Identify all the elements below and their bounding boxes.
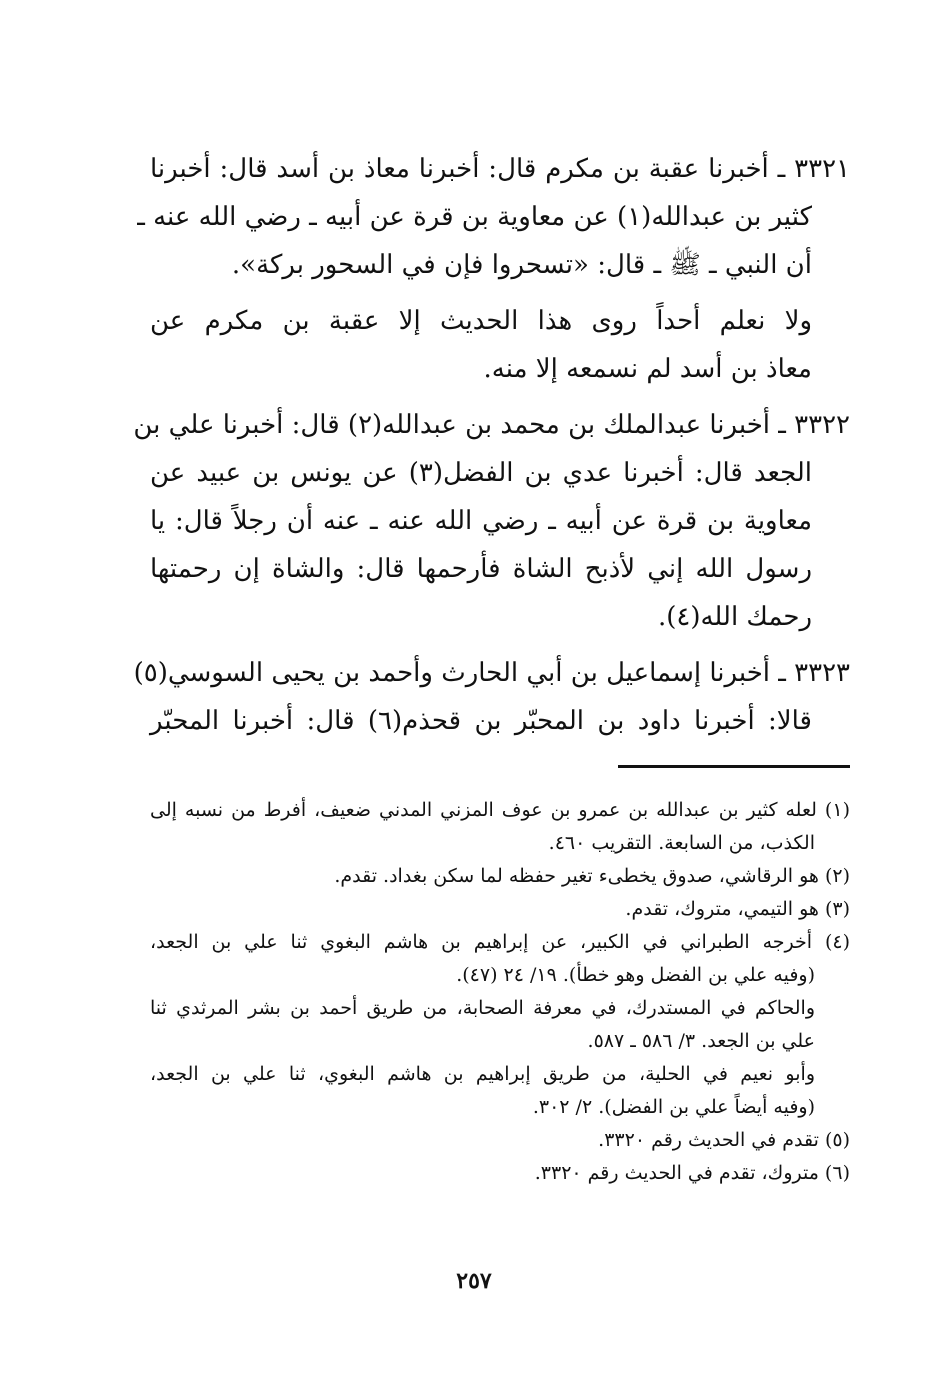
footnote-4: (٤) أخرجه الطبراني في الكبير، عن إبراهيم بن هاشم البغوي ثنا علي بن الجعد، bbox=[150, 931, 850, 953]
footnote-4-cont: علي بن الجعد. ٣/ ٥٨٦ ـ ٥٨٧. bbox=[587, 1030, 815, 1052]
text-line: الجعد قال: أخبرنا عدي بن الفضل(٣) عن يونس بن عبيد عن bbox=[150, 458, 813, 488]
page-number: ٢٥٧ bbox=[456, 1268, 492, 1294]
footnote-1-cont: الكذب، من السابعة. التقريب ٤٦٠. bbox=[548, 832, 815, 854]
footnote-4-cont: وأبو نعيم في الحلية، من طريق إبراهيم بن هاشم البغوي، ثنا علي بن الجعد، bbox=[150, 1063, 815, 1085]
footnote-6: (٦) متروك، تقدم في الحديث رقم ٣٣٢٠. bbox=[534, 1162, 850, 1184]
text-line: معاوية بن قرة عن أبيه ـ رضي الله عنه ـ عنه أن رجلاً قال: يا bbox=[150, 506, 812, 536]
footnotes bbox=[150, 794, 850, 1190]
text-line: كثير بن عبدالله(١) عن معاوية بن قرة عن أبيه ـ رضي الله عنه ـ bbox=[137, 202, 812, 232]
footnote-3: (٣) هو التيمي، متروك، تقدم. bbox=[625, 898, 850, 920]
text-line: أن النبي ـ ﷺ ـ قال: «تسحروا فإن في السحور بركة». bbox=[231, 250, 812, 280]
text-line: رسول الله إني لأذبح الشاة فأرحمها قال: والشاة إن رحمتها bbox=[150, 554, 812, 584]
text-line: رحمك الله(٤). bbox=[657, 602, 812, 632]
hadith-3321 bbox=[137, 145, 850, 393]
text-line: ٣٣٢٢ ـ أخبرنا عبدالملك بن محمد بن عبدالله(٢) قال: أخبرنا علي بن bbox=[133, 410, 850, 440]
commentary-line: معاذ بن أسد لم نسمعه إلا منه. bbox=[483, 354, 812, 384]
footnote-separator bbox=[618, 765, 850, 768]
text-line: قالا: أخبرنا داود بن المحبّر بن قحذم(٦) قال: أخبرنا المحبّر bbox=[150, 706, 812, 736]
footnote-1: (١) لعله كثير بن عبدالله بن عمرو بن عوف المزني المدني ضعيف، أفرط من نسبه إلى bbox=[150, 799, 850, 821]
footnote-4-cont: (وفيه علي بن الفضل وهو خطأ). ١٩/ ٢٤ (٤٧). bbox=[456, 964, 815, 986]
footnote-5: (٥) تقدم في الحديث رقم ٣٣٢٠. bbox=[598, 1129, 850, 1151]
footnote-4-cont: والحاكم في المستدرك، في معرفة الصحابة، من طريق أحمد بن بشر المرثدي ثنا bbox=[150, 997, 815, 1019]
commentary-line: ولا نعلم أحداً روى هذا الحديث إلا عقبة بن مكرم عن bbox=[150, 306, 812, 336]
text-line: ٣٣٢١ ـ أخبرنا عقبة بن مكرم قال: أخبرنا معاذ بن أسد قال: أخبرنا bbox=[150, 154, 850, 184]
page-body bbox=[133, 145, 850, 1190]
footnote-2: (٢) هو الرقاشي، صدوق يخطىء تغير حفظه لما سكن بغداد. تقدم. bbox=[334, 865, 850, 887]
hadith-3323 bbox=[133, 649, 850, 745]
hadith-3322 bbox=[133, 401, 850, 641]
footnote-4-cont: (وفيه أيضاً علي بن الفضل). ٢/ ٣٠٢. bbox=[532, 1096, 815, 1118]
text-line: ٣٣٢٣ ـ أخبرنا إسماعيل بن أبي الحارث وأحمد بن يحيى السوسي(٥) bbox=[133, 658, 850, 688]
